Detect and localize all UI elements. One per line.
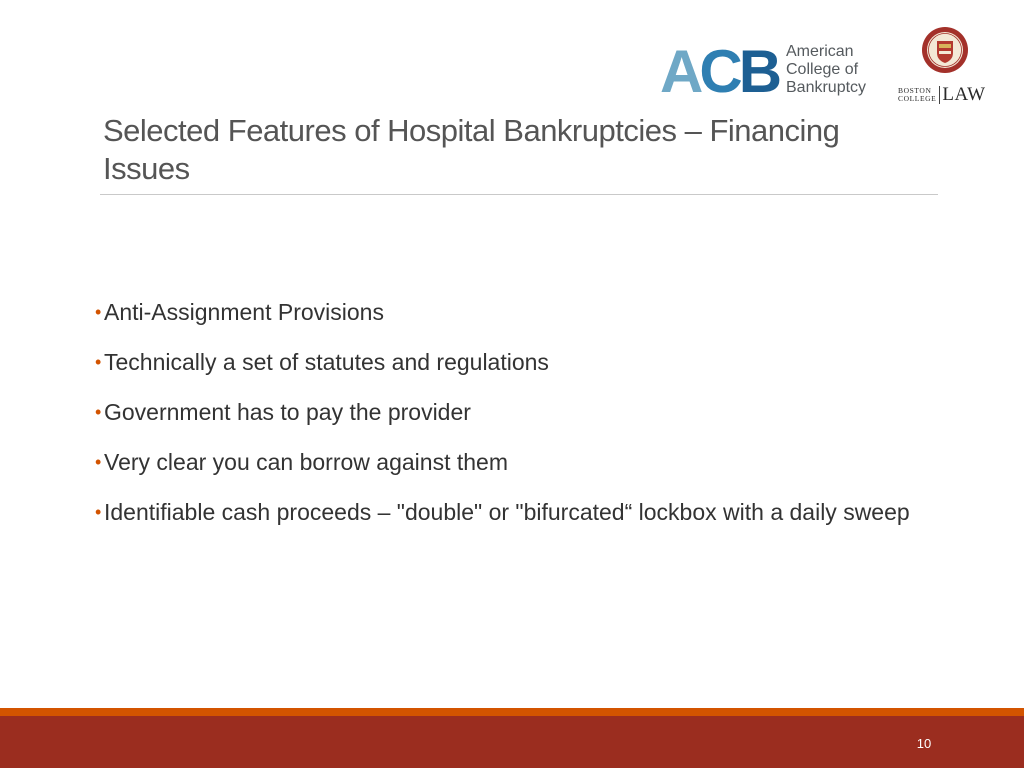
acb-text-line2: College of (786, 61, 859, 78)
page-number: 10 (916, 736, 932, 751)
bullet-dot-icon: • (95, 502, 102, 522)
bullet-text: Very clear you can borrow against them (104, 449, 508, 475)
boston-college-law-logo (896, 26, 996, 106)
footer-accent-stripe (0, 708, 1024, 716)
bullet-text: Government has to pay the provider (104, 399, 471, 425)
title-divider (100, 194, 938, 195)
boston-college-seal-icon (921, 26, 969, 74)
bullet-text: Technically a set of statutes and regulations (104, 349, 549, 375)
bullet-dot-icon: • (95, 352, 102, 372)
bullet-list (88, 296, 918, 546)
bullet-text: Identifiable cash proceeds – "double" or "bifurcated“ lockbox with a daily sweep (104, 499, 910, 525)
bullet-item (88, 496, 918, 528)
acb-logo-text (786, 43, 866, 97)
acb-letter-c: C (699, 38, 739, 105)
bullet-item (88, 296, 918, 328)
acb-text-line3: Bankruptcy (786, 79, 867, 96)
bc-divider (939, 86, 940, 104)
bc-small-words (898, 87, 936, 103)
slide-title: Selected Features of Hospital Bankruptcies – Financing Issues (103, 113, 840, 186)
acb-logo-mark (660, 38, 779, 105)
acb-logo (660, 40, 876, 104)
acb-text-line1: American (786, 43, 854, 60)
bullet-dot-icon: • (95, 402, 102, 422)
bullet-dot-icon: • (95, 452, 102, 472)
bullet-item (88, 346, 918, 378)
bc-wordmark (898, 84, 986, 106)
bc-law: LAW (942, 84, 986, 105)
bullet-item (88, 446, 918, 478)
acb-letter-b: B (738, 38, 779, 105)
bullet-text: Anti-Assignment Provisions (104, 299, 384, 325)
bc-college: COLLEGE (898, 94, 937, 103)
bullet-dot-icon: • (95, 302, 102, 322)
footer-bar (0, 716, 1024, 768)
acb-letter-a: A (660, 38, 700, 105)
bullet-item (88, 396, 918, 428)
bc-boston: BOSTON (898, 86, 932, 95)
